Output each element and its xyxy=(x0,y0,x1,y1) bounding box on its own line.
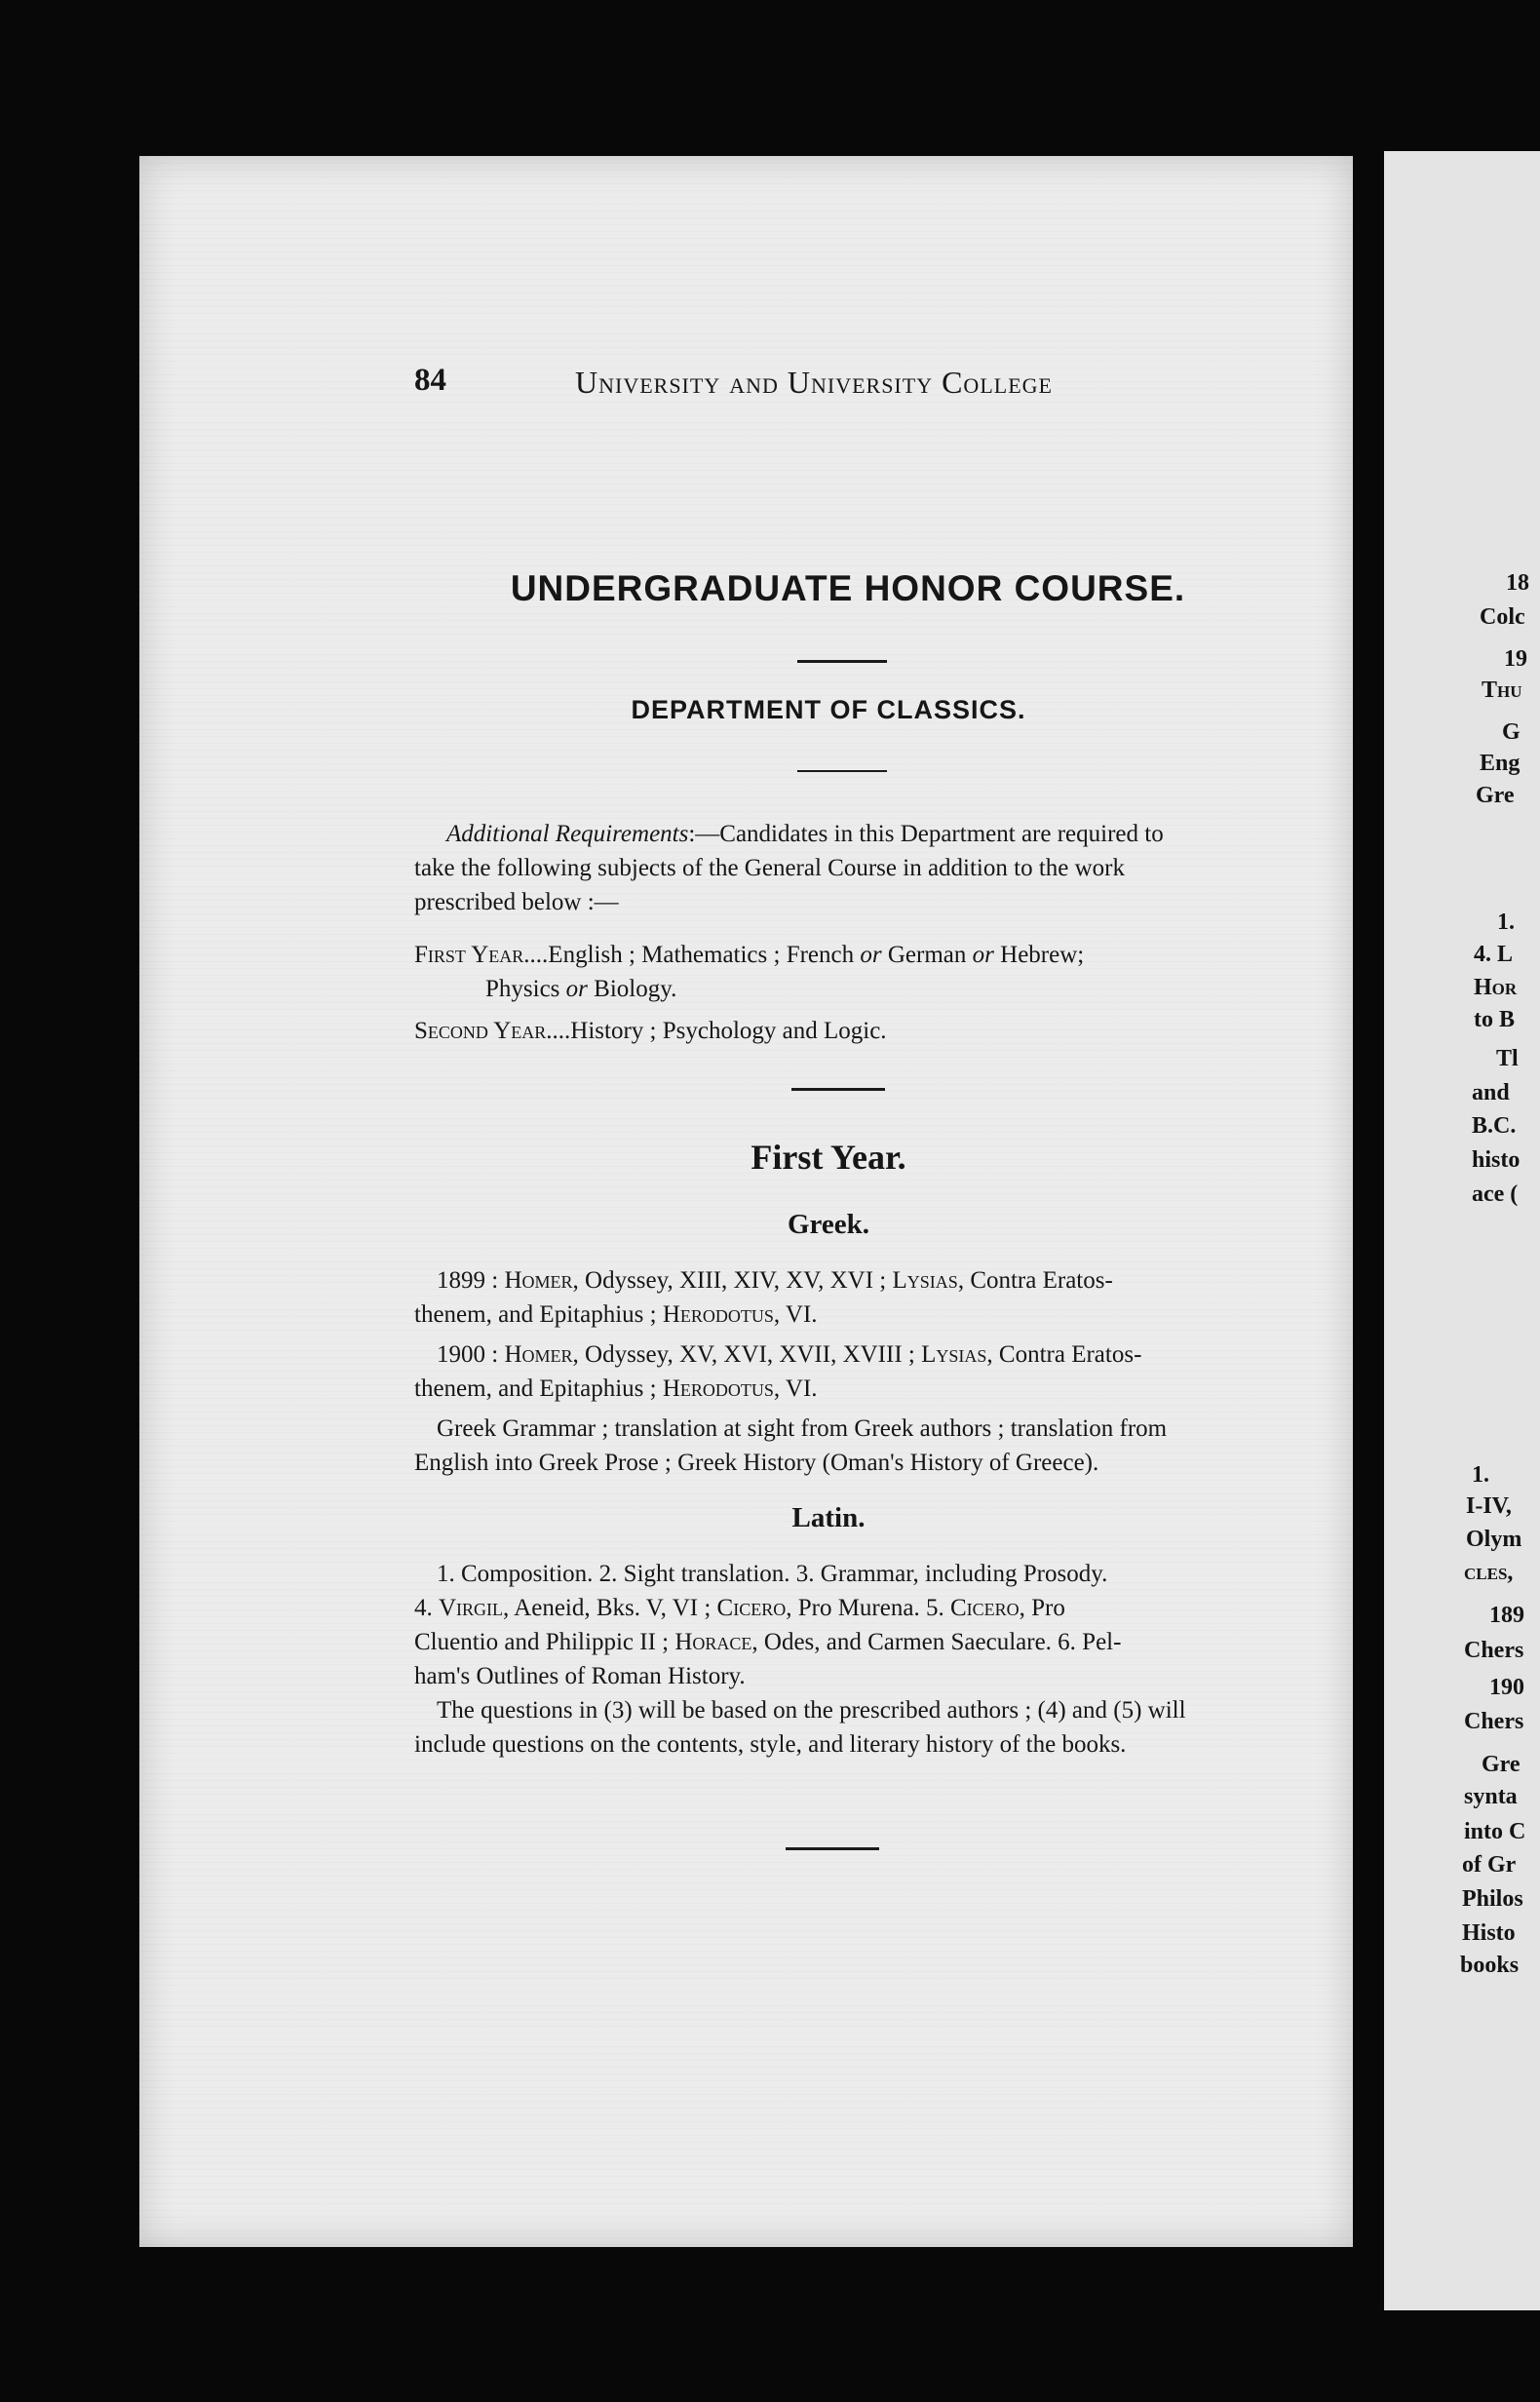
fragment-text: 4. L xyxy=(1474,942,1514,967)
grammar-line: English into Greek Prose ; Greek History (Oman's History of Greece). xyxy=(414,1450,1099,1476)
fragment-text: Gre xyxy=(1482,1752,1521,1777)
requirements-line: take the following subjects of the General Course in addition to the work xyxy=(414,855,1125,881)
author-name: Homer xyxy=(504,1267,573,1294)
fragment-text: Hor xyxy=(1474,975,1518,1000)
fragment-text: Chers xyxy=(1464,1709,1524,1734)
requirements-label: Additional Requirements xyxy=(446,821,689,847)
fragment-text: G xyxy=(1502,719,1521,745)
fragment-text: of Gr xyxy=(1462,1852,1517,1878)
divider-rule xyxy=(797,770,887,772)
work-text: , Contra Eratos- xyxy=(986,1341,1142,1368)
fragment-text: Olym xyxy=(1466,1527,1522,1552)
or-word: or xyxy=(565,976,588,1002)
latin-note: include questions on the contents, style, and literary history of the books. xyxy=(414,1731,1127,1758)
first-year-requirement xyxy=(414,938,1272,1006)
fragment-text: and xyxy=(1472,1080,1510,1105)
second-year-requirement xyxy=(414,1014,1272,1048)
fragment-text: B.C. xyxy=(1472,1113,1517,1139)
latin-text: , Aeneid, Bks. V, VI ; xyxy=(503,1595,717,1621)
latin-note: The questions in (3) will be based on the prescribed authors ; (4) and (5) will xyxy=(437,1697,1186,1724)
fragment-text: to B xyxy=(1474,1007,1515,1032)
running-head xyxy=(0,363,1521,411)
divider-rule xyxy=(797,660,887,663)
fragment-text: 189 xyxy=(1489,1603,1524,1628)
subject-text: English ; Mathematics ; French xyxy=(548,942,861,968)
fragment-text: Philos xyxy=(1462,1886,1523,1912)
fragment-text: Histo xyxy=(1462,1920,1516,1946)
page-number: 84 xyxy=(414,363,446,398)
latin-text: Cluentio and Philippic II ; xyxy=(414,1629,675,1655)
latin-text: 4. xyxy=(414,1595,439,1621)
author-name: Horace xyxy=(674,1629,752,1655)
fragment-text: Colc xyxy=(1480,604,1525,630)
greek-1899 xyxy=(414,1263,1270,1332)
fragment-text: ace ( xyxy=(1472,1182,1519,1207)
latin-text: , Pro xyxy=(1019,1595,1065,1621)
fragment-text: 19 xyxy=(1504,646,1527,672)
fragment-text: I-IV, xyxy=(1466,1493,1512,1519)
divider-rule xyxy=(786,1847,879,1850)
work-text: , Odyssey, XV, XVI, XVII, XVIII ; xyxy=(572,1341,922,1368)
fragment-text: 190 xyxy=(1489,1675,1524,1700)
author-name: Lysias xyxy=(892,1267,958,1294)
latin-line: 1. Composition. 2. Sight translation. 3. Grammar, including Prosody. xyxy=(437,1561,1108,1587)
additional-requirements xyxy=(414,817,1270,919)
subject-text: Biology. xyxy=(587,976,677,1002)
author-name: Herodotus xyxy=(662,1301,774,1328)
greek-heading: Greek. xyxy=(787,1209,870,1240)
or-word: or xyxy=(860,942,882,968)
fragment-text: synta xyxy=(1464,1784,1518,1809)
or-word: or xyxy=(972,942,994,968)
latin-text: , Pro Murena. 5. xyxy=(786,1595,950,1621)
work-text: , VI. xyxy=(773,1301,818,1328)
running-head-title: University and University College xyxy=(575,365,1053,400)
work-text: thenem, and Epitaphius ; xyxy=(414,1375,663,1402)
first-year-label: First Year xyxy=(414,942,524,968)
subject-text: Physics xyxy=(485,976,566,1002)
first-year-heading: First Year. xyxy=(751,1138,906,1177)
latin-list xyxy=(414,1557,1270,1762)
latin-text: , Odes, and Carmen Saeculare. 6. Pel- xyxy=(751,1629,1122,1655)
greek-1900 xyxy=(414,1337,1270,1406)
author-name: Lysias xyxy=(921,1341,987,1368)
greek-grammar xyxy=(414,1412,1270,1480)
work-text: thenem, and Epitaphius ; xyxy=(414,1301,663,1328)
work-text: , Odyssey, XIII, XIV, XV, XVI ; xyxy=(572,1267,893,1294)
second-year-label: Second Year xyxy=(414,1018,547,1044)
fragment-text: Thu xyxy=(1482,678,1522,703)
fragment-text: Gre xyxy=(1476,783,1515,808)
fragment-text: 1. xyxy=(1472,1462,1489,1488)
work-text: , VI. xyxy=(773,1375,818,1402)
requirements-line: :—Candidates in this Department are required to xyxy=(688,821,1164,847)
fragment-text: into C xyxy=(1464,1819,1526,1844)
subject-text: Hebrew; xyxy=(993,942,1085,968)
leader-dots: .... xyxy=(546,1018,571,1044)
work-text: , Contra Eratos- xyxy=(957,1267,1113,1294)
fragment-text: histo xyxy=(1472,1147,1521,1173)
leader-dots: .... xyxy=(523,942,549,968)
author-name: Cicero xyxy=(949,1595,1020,1621)
subject-text: History ; Psychology and Logic. xyxy=(570,1018,887,1044)
latin-line: ham's Outlines of Roman History. xyxy=(414,1663,746,1689)
grammar-line: Greek Grammar ; translation at sight from Greek authors ; translation from xyxy=(437,1415,1168,1442)
fragment-text: Chers xyxy=(1464,1638,1524,1663)
fragment-text: books xyxy=(1460,1953,1520,1978)
year-label: 1900 : xyxy=(437,1341,505,1368)
author-name: Herodotus xyxy=(662,1375,774,1402)
subject-text: German xyxy=(881,942,973,968)
department-title: DEPARTMENT OF CLASSICS. xyxy=(631,695,1026,724)
requirements-line: prescribed below :— xyxy=(414,889,619,915)
fragment-text: 1. xyxy=(1497,910,1515,935)
course-title: UNDERGRADUATE HONOR COURSE. xyxy=(510,568,1186,608)
book-page xyxy=(139,156,1353,2247)
fragment-text: Eng xyxy=(1480,751,1521,776)
latin-heading: Latin. xyxy=(791,1502,866,1533)
author-name: Virgil xyxy=(439,1595,504,1621)
author-name: Cicero xyxy=(716,1595,787,1621)
adjacent-page xyxy=(1384,151,1540,2310)
fragment-text: 18 xyxy=(1506,570,1529,596)
fragment-text: Tl xyxy=(1496,1046,1519,1071)
fragment-text: cles, xyxy=(1464,1560,1514,1585)
divider-rule xyxy=(791,1088,885,1091)
author-name: Homer xyxy=(504,1341,573,1368)
year-label: 1899 : xyxy=(437,1267,505,1294)
